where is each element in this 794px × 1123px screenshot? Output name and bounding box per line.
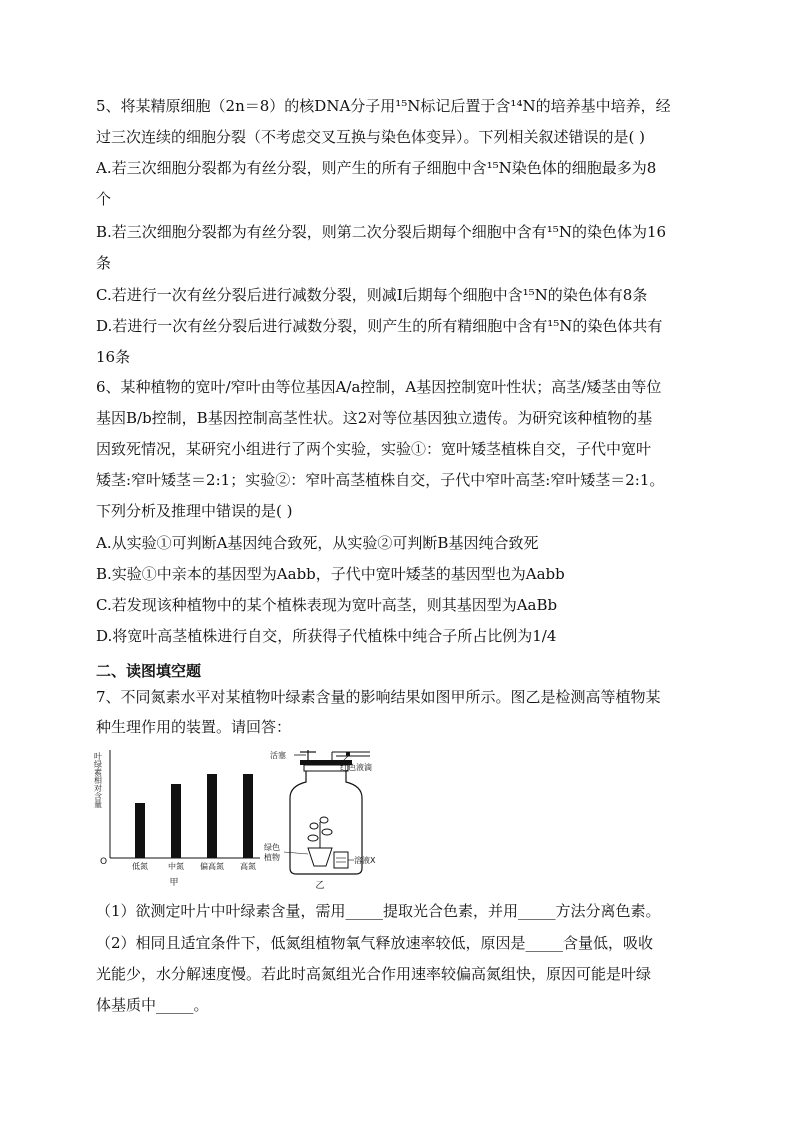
figure-jia-caption: 甲 — [169, 878, 179, 888]
q7-stem-line1: 7、不同氮素水平对某植物叶绿素含量的影响结果如图甲所示。图乙是检测高等植物某 — [96, 688, 661, 706]
q6-option-c: C.若发现该种植物中的某个植株表现为宽叶高茎，则其基因型为AaBb — [96, 596, 558, 614]
q5-option-d-line1: D.若进行一次有丝分裂后进行减数分裂，则产生的所有精细胞中含有¹⁵N的染色体共有 — [96, 317, 663, 335]
q7-sub1: （1）欲测定叶片中叶绿素含量，需用_____提取光合色素，并用_____方法分离色素。 — [96, 902, 661, 920]
q5-option-d-line2: 16条 — [96, 348, 131, 366]
q5-option-b-line1: B.若三次细胞分裂都为有丝分裂，则第二次分裂后期每个细胞中含有¹⁵N的染色体为16 — [96, 223, 667, 241]
bar-1 — [171, 784, 181, 858]
figure-yi-apparatus — [264, 750, 376, 891]
bar-3 — [243, 774, 253, 858]
q5-stem-line1: 5、将某精原细胞（2n＝8）的核DNA分子用¹⁵N标记后置于含¹⁴N的培养基中培养，经 — [96, 97, 671, 115]
q7-stem-line2: 种生理作用的装置。请回答： — [96, 718, 292, 736]
q5-option-a-line1: A.若三次细胞分裂都为有丝分裂，则产生的所有子细胞中含¹⁵N染色体的细胞最多为8 — [96, 159, 657, 177]
q7-sub2-line3: 体基质中_____。 — [96, 996, 209, 1014]
plant-pointer — [284, 852, 308, 854]
section-title: 二、读图填空题 — [96, 662, 202, 680]
bars-group — [135, 774, 253, 858]
beaker — [334, 852, 348, 868]
origin-label: O — [100, 857, 108, 867]
q6-stem-line3: 因致死情况，某研究小组进行了两个实验，实验①：宽叶矮茎植株自交，子代中宽叶 — [96, 440, 652, 458]
plant-leaf-3 — [310, 823, 318, 829]
x-tick-labels — [132, 861, 256, 871]
x-tick-label-0: 低氮 — [132, 862, 148, 871]
q5-option-b-line2: 条 — [96, 254, 112, 272]
q6-option-b: B.实验①中亲本的基因型为Aabb，子代中宽叶矮茎的基因型也为Aabb — [96, 565, 565, 583]
x-tick-label-3: 高氮 — [240, 862, 256, 871]
q6-stem-line2: 基因B/b控制，B基因控制高茎性状。这2对等位基因独立遗传。为研究该种植物的基 — [96, 409, 653, 427]
bar-2 — [207, 774, 217, 858]
figure-yi-caption: 乙 — [315, 881, 325, 891]
x-tick-label-1: 中氮 — [168, 862, 184, 871]
solution-label: 溶液X — [354, 856, 376, 865]
figure-jia-chart — [94, 750, 261, 888]
figures-svg — [94, 742, 374, 892]
q6-stem-line1: 6、某种植物的宽叶/窄叶由等位基因A/a控制，A基因控制宽叶性状；高茎/矮茎由等位 — [96, 378, 662, 396]
q6-option-a: A.从实验①可判断A基因纯合致死，从实验②可判断B基因纯合致死 — [96, 534, 539, 552]
plant-leaf-1 — [308, 835, 318, 841]
q5-option-a-line2: 个 — [96, 190, 112, 208]
plant-label-line1: 绿色 — [264, 843, 280, 852]
q6-stem-line5: 下列分析及推理中错误的是( ) — [96, 502, 293, 520]
plant-label-line2: 植物 — [264, 853, 280, 862]
red-drop — [346, 752, 350, 756]
q7-sub2-line1: （2）相同且适宜条件下，低氮组植物氧气释放速率较低，原因是_____含量低，吸收 — [96, 934, 654, 952]
bar-0 — [135, 803, 145, 858]
q5-stem-line2: 过三次连续的细胞分裂（不考虑交叉互换与染色体变异）。下列相关叙述错误的是( ) — [96, 128, 645, 146]
y-axis-label: 叶绿素相对含量 — [93, 752, 103, 808]
plant-leaf-2 — [322, 829, 332, 835]
q6-option-d: D.将宽叶高茎植株进行自交，所获得子代植株中纯合子所占比例为1/4 — [96, 627, 557, 645]
q6-stem-line4: 矮茎:窄叶矮茎＝2:1；实验②：窄叶高茎植株自交，子代中窄叶高茎:窄叶矮茎＝2:1。 — [96, 471, 665, 489]
q7-sub2-line2: 光能少，水分解速度慢。若此时高氮组光合作用速率较偏高氮组快，原因可能是叶绿 — [96, 965, 652, 983]
figure-area — [94, 742, 374, 892]
plant-leaf-4 — [320, 817, 328, 823]
plant-pot — [308, 848, 332, 866]
drop-label: 红色液滴 — [340, 763, 372, 772]
x-tick-label-2: 偏高氮 — [200, 862, 224, 871]
q5-option-c: C.若进行一次有丝分裂后进行减数分裂，则减Ⅰ后期每个细胞中含¹⁵N的染色体有8条 — [96, 286, 648, 304]
stopper-label: 活塞 — [270, 751, 286, 760]
